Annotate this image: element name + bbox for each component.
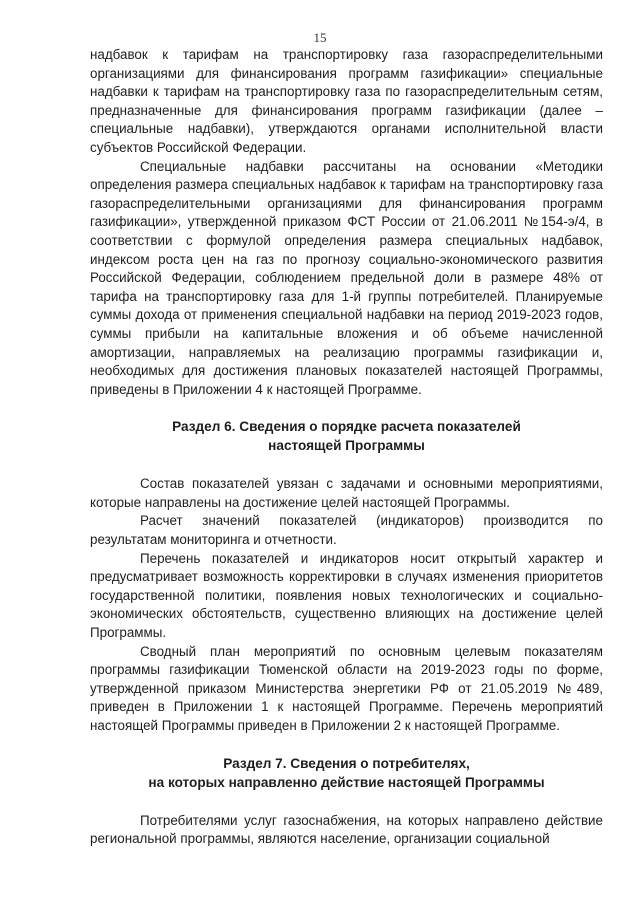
- section-7-title-line-2: на которых направленно действие настоящей Программы: [148, 774, 545, 790]
- paragraph: надбавок к тарифам на транспортировку газа газораспределительными организациями для финансирования программ газификации» специальные надбавки к тарифам на транспортировку газа по газораспределительным сетям, предназначенные для финансирования программ газификации (далее – специальные надбавки), утверждаются органами исполнительной власти субъектов Российской Федерации.: [90, 47, 603, 155]
- section-7-title-line-1: Раздел 7. Сведения о потребителях,: [223, 755, 470, 771]
- paragraph: Сводный план мероприятий по основным целевым показателям программы газификации Тюменской области на 2019-2023 годы по форме, утвержденной приказом Министерства энергетики РФ от 21.05.2019 №489, приведен в Приложении 1 к настоящей Программе. Перечень мероприятий настоящей Программы приведен в Приложении 2 к настоящей Программе.: [90, 643, 603, 733]
- section-6-heading: [90, 417, 603, 455]
- paragraph: Состав показателей увязан с задачами и основными мероприятиями, которые направлены на достижение целей настоящей Программы.: [90, 476, 603, 510]
- section-7-heading: [90, 754, 603, 792]
- paragraph: Потребителями услуг газоснабжения, на которых направлено действие региональной программы, являются население, организации социальной: [90, 812, 603, 847]
- document-body: [90, 46, 603, 849]
- page-number: 15: [313, 30, 327, 45]
- section-6-title-line-1: Раздел 6. Сведения о порядке расчета показателей: [172, 419, 521, 435]
- paragraph: Перечень показателей и индикаторов носит открытый характер и предусматривает возможность корректировки в случаях изменения приоритетов государственной политики, появления новых технологических и социально-экономических обстоятельств, существенно влияющих на достижение целей Программы.: [90, 550, 603, 641]
- section-6-title-line-2: настоящей Программы: [268, 438, 425, 454]
- paragraph: Расчет значений показателей (индикаторов) производится по результатам мониторинга и отчетности.: [90, 513, 603, 548]
- paragraph: Специальные надбавки рассчитаны на основании «Методики определения размера специальных надбавок к тарифам на транспортировку газа газораспределительными организациями для финансирования программ газификации», утвержденной приказом ФСТ России от 21.06.2011 №154-э/4, в соответствии с формулой определения размера специальных надбавок, индексом роста цен на газ по прогнозу социально-экономического развития Российской Федерации, соблюдением предельной доли в размере 48% от тарифа на транспортировку газа для 1-й группы потребителей. Планируемые суммы дохода от применения специальной надбавки на период 2019-2023 годов, суммы прибыли на капитальные вложения и об объеме начисленной амортизации, направляемых на реализацию программы газификации и, необходимых для достижения плановых показателей настоящей Программы, приведены в Приложении 4 к настоящей Программе.: [90, 158, 603, 397]
